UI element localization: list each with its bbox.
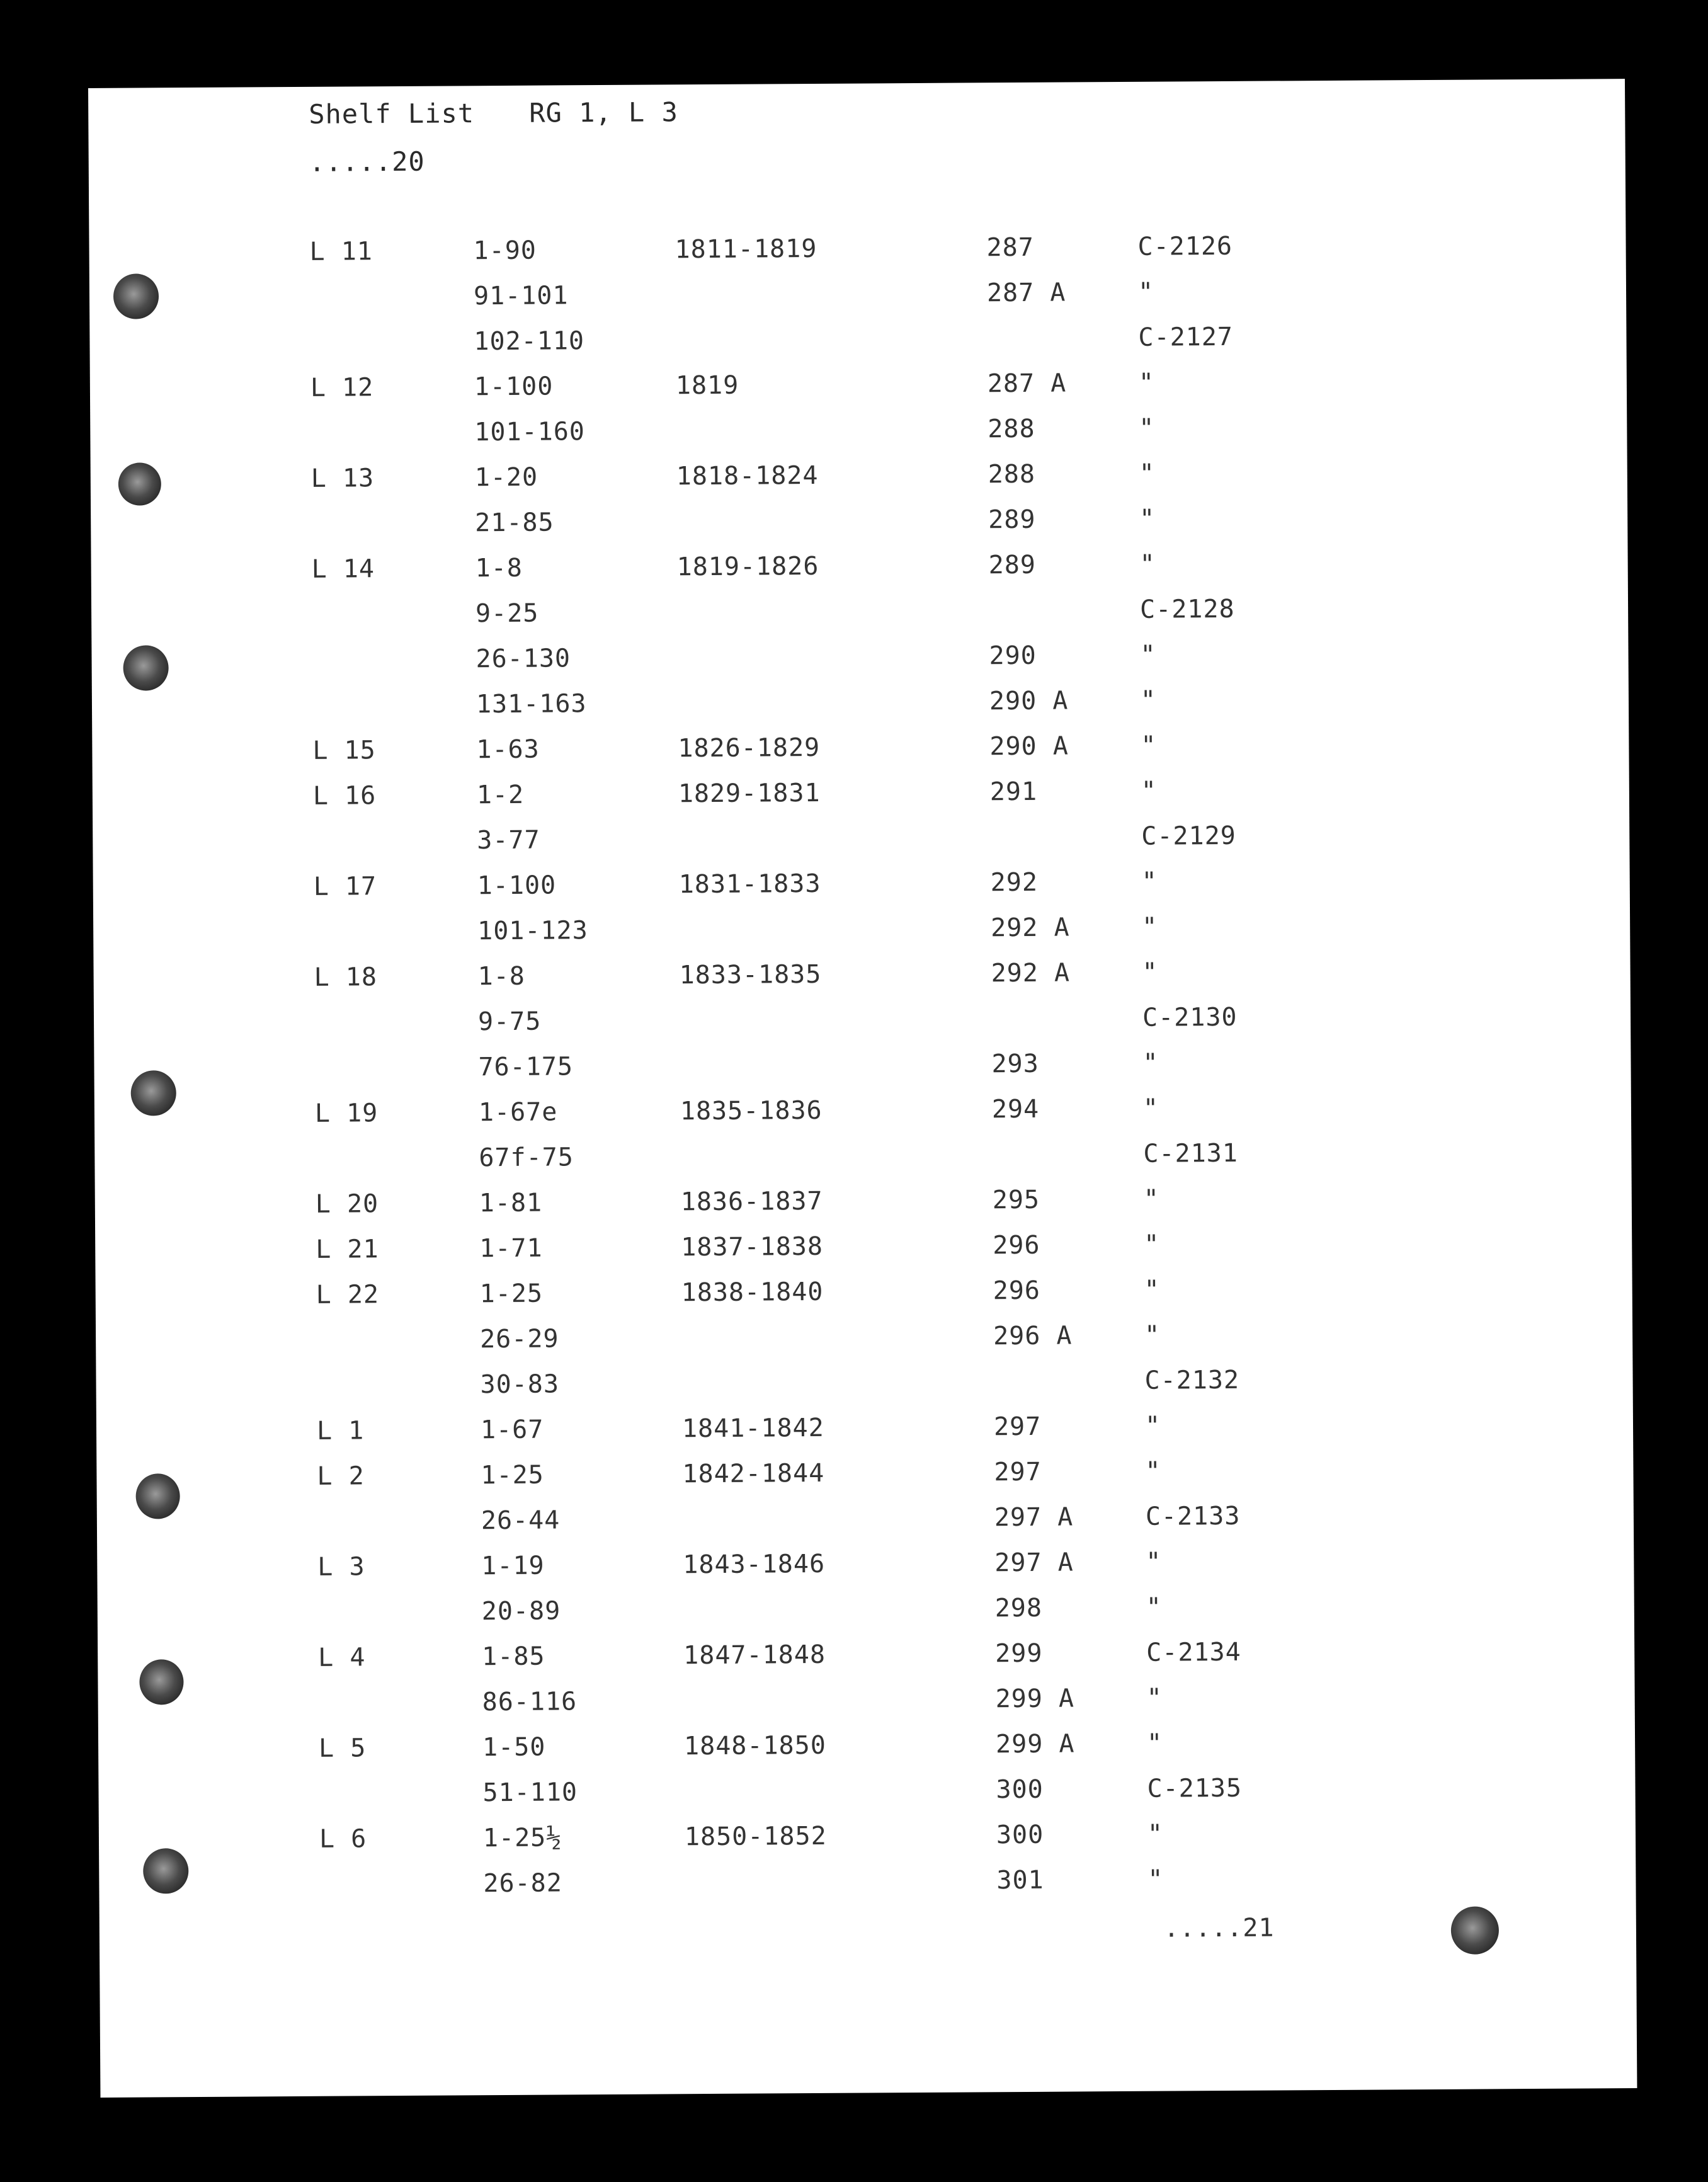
code-cell: " bbox=[1144, 1411, 1161, 1441]
code-cell: C-2130 bbox=[1142, 1002, 1238, 1032]
range-cell: 26-130 bbox=[475, 644, 571, 674]
code-cell: " bbox=[1146, 1547, 1162, 1577]
range-cell: 1-25 bbox=[479, 1279, 544, 1309]
range-cell: 1-19 bbox=[481, 1551, 545, 1581]
ref-cell: 299 A bbox=[995, 1684, 1075, 1714]
range-cell: 21-85 bbox=[475, 508, 554, 538]
range-cell: 1-100 bbox=[474, 372, 554, 402]
ref-cell: 288 bbox=[988, 459, 1036, 489]
range-cell: 51-110 bbox=[482, 1778, 578, 1808]
box-cell: L 16 bbox=[312, 781, 377, 811]
years-cell: 1819 bbox=[675, 370, 739, 401]
range-cell: 1-90 bbox=[473, 236, 537, 266]
box-cell: L 17 bbox=[313, 872, 377, 901]
box-cell: L 4 bbox=[318, 1643, 366, 1672]
years-cell: 1838-1840 bbox=[681, 1277, 824, 1308]
ref-cell: 297 A bbox=[994, 1548, 1074, 1578]
code-cell: C-2129 bbox=[1141, 821, 1236, 851]
code-cell: " bbox=[1139, 413, 1155, 443]
next-page-ref: .....21 bbox=[1163, 1913, 1275, 1943]
range-cell: 1-71 bbox=[479, 1233, 543, 1264]
table-row bbox=[99, 1863, 1636, 1917]
code-cell: " bbox=[1146, 1683, 1163, 1713]
box-cell: L 13 bbox=[310, 464, 375, 493]
code-cell: " bbox=[1142, 1094, 1159, 1123]
code-cell: " bbox=[1146, 1592, 1162, 1622]
years-cell: 1847-1848 bbox=[683, 1640, 826, 1671]
ref-cell: 287 A bbox=[986, 278, 1066, 308]
box-cell: L 18 bbox=[314, 962, 378, 992]
ref-cell: 297 bbox=[993, 1412, 1042, 1442]
punch-hole bbox=[1451, 1906, 1499, 1954]
paper-sheet bbox=[88, 79, 1637, 2098]
range-cell: 26-44 bbox=[481, 1505, 561, 1536]
code-cell: " bbox=[1145, 1456, 1161, 1486]
ref-cell: 288 bbox=[988, 414, 1035, 444]
ref-cell: 300 bbox=[996, 1774, 1044, 1805]
range-cell: 1-20 bbox=[474, 462, 538, 493]
code-cell: " bbox=[1144, 1230, 1160, 1259]
box-cell: L 11 bbox=[309, 237, 373, 266]
range-cell: 1-85 bbox=[482, 1642, 545, 1672]
range-cell: 76-175 bbox=[478, 1052, 574, 1082]
code-cell: " bbox=[1139, 549, 1156, 579]
range-cell: 1-63 bbox=[476, 734, 540, 765]
box-cell: L 20 bbox=[315, 1189, 379, 1219]
code-cell: C-2133 bbox=[1145, 1501, 1241, 1531]
range-cell: 9-25 bbox=[475, 598, 539, 629]
range-cell: 26-29 bbox=[480, 1324, 559, 1354]
code-cell: " bbox=[1139, 504, 1156, 534]
years-cell: 1848-1850 bbox=[683, 1730, 826, 1761]
range-cell: 102-110 bbox=[474, 326, 585, 357]
years-cell: 1837-1838 bbox=[681, 1231, 824, 1262]
ref-cell: 289 bbox=[988, 505, 1036, 535]
code-cell: " bbox=[1139, 459, 1156, 488]
range-cell: 1-100 bbox=[477, 871, 557, 901]
range-cell: 1-67e bbox=[478, 1097, 558, 1128]
box-cell: L 1 bbox=[316, 1416, 365, 1446]
years-cell: 1811-1819 bbox=[675, 234, 817, 265]
code-cell: " bbox=[1144, 1320, 1161, 1350]
code-cell: C-2131 bbox=[1143, 1138, 1239, 1168]
code-cell: C-2132 bbox=[1144, 1365, 1240, 1395]
range-cell: 1-81 bbox=[479, 1188, 543, 1218]
box-cell: L 12 bbox=[310, 373, 374, 403]
years-cell: 1842-1844 bbox=[682, 1458, 825, 1489]
ref-cell: 296 A bbox=[993, 1321, 1073, 1351]
range-cell: 101-123 bbox=[477, 916, 588, 946]
code-cell: C-2127 bbox=[1138, 322, 1234, 352]
code-cell: " bbox=[1141, 776, 1158, 806]
code-cell: " bbox=[1140, 685, 1157, 715]
years-cell: 1850-1852 bbox=[684, 1821, 827, 1852]
range-cell: 1-2 bbox=[476, 780, 525, 810]
ref-cell: 297 A bbox=[994, 1502, 1074, 1533]
ref-cell: 298 bbox=[994, 1593, 1043, 1623]
code-cell: " bbox=[1142, 912, 1158, 942]
code-cell: " bbox=[1140, 640, 1156, 670]
ref-cell: 297 bbox=[994, 1457, 1042, 1487]
code-cell: " bbox=[1144, 1275, 1160, 1305]
ref-cell: 300 bbox=[996, 1820, 1044, 1850]
years-cell: 1831-1833 bbox=[678, 869, 821, 900]
box-cell: L 22 bbox=[316, 1280, 380, 1310]
code-cell: " bbox=[1147, 1865, 1164, 1894]
years-cell: 1841-1842 bbox=[681, 1413, 824, 1444]
ref-cell: 287 bbox=[986, 232, 1034, 263]
range-cell: 131-163 bbox=[475, 689, 587, 719]
box-cell: L 5 bbox=[318, 1734, 367, 1763]
record-group: RG 1, L 3 bbox=[529, 96, 678, 129]
ref-cell: 296 bbox=[993, 1276, 1041, 1306]
ref-cell: 290 A bbox=[989, 731, 1069, 762]
range-cell: 101-160 bbox=[474, 417, 586, 447]
range-cell: 1-8 bbox=[477, 961, 526, 991]
range-cell: 1-25½ bbox=[482, 1823, 562, 1853]
ref-cell: 299 A bbox=[995, 1729, 1075, 1759]
code-cell: C-2126 bbox=[1137, 231, 1233, 261]
code-cell: " bbox=[1143, 1184, 1160, 1214]
ref-cell: 296 bbox=[993, 1230, 1040, 1260]
range-cell: 3-77 bbox=[477, 825, 540, 855]
range-cell: 86-116 bbox=[482, 1687, 578, 1717]
code-cell: C-2135 bbox=[1147, 1773, 1243, 1803]
code-cell: " bbox=[1142, 957, 1158, 987]
range-cell: 1-25 bbox=[481, 1460, 544, 1490]
ref-cell: 295 bbox=[992, 1185, 1040, 1215]
box-cell: L 2 bbox=[317, 1461, 365, 1491]
box-cell: L 6 bbox=[319, 1824, 367, 1854]
ref-cell: 292 bbox=[990, 867, 1039, 898]
ref-cell: 294 bbox=[991, 1094, 1040, 1124]
code-cell: C-2134 bbox=[1146, 1637, 1241, 1667]
years-cell: 1818-1824 bbox=[676, 460, 819, 491]
code-cell: " bbox=[1137, 277, 1154, 307]
code-cell: " bbox=[1141, 867, 1158, 896]
list-title: Shelf List bbox=[309, 98, 475, 130]
ref-cell: 301 bbox=[996, 1865, 1044, 1895]
code-cell: " bbox=[1147, 1819, 1164, 1849]
years-cell: 1819-1826 bbox=[676, 551, 819, 582]
code-cell: " bbox=[1142, 1048, 1159, 1078]
years-cell: 1836-1837 bbox=[680, 1186, 823, 1217]
range-cell: 91-101 bbox=[473, 281, 569, 311]
years-cell: 1826-1829 bbox=[678, 733, 821, 763]
ref-cell: 290 A bbox=[989, 686, 1069, 716]
code-cell: " bbox=[1141, 731, 1157, 760]
box-cell: L 21 bbox=[316, 1235, 379, 1264]
years-cell: 1829-1831 bbox=[678, 778, 821, 809]
box-cell: L 15 bbox=[312, 736, 376, 765]
ref-cell: 292 A bbox=[991, 913, 1070, 943]
range-cell: 9-75 bbox=[477, 1007, 542, 1037]
years-cell: 1835-1836 bbox=[680, 1095, 823, 1126]
range-cell: 1-8 bbox=[475, 553, 523, 583]
box-cell: L 14 bbox=[311, 554, 375, 584]
range-cell: 26-82 bbox=[483, 1868, 562, 1899]
code-cell: " bbox=[1138, 368, 1155, 397]
ref-cell: 299 bbox=[995, 1638, 1043, 1669]
years-cell: 1843-1846 bbox=[683, 1549, 826, 1580]
range-cell: 1-67 bbox=[480, 1415, 544, 1445]
code-cell: " bbox=[1146, 1728, 1163, 1758]
years-cell: 1833-1835 bbox=[679, 959, 822, 990]
ref-cell: 292 A bbox=[991, 958, 1071, 988]
previous-page-ref: .....20 bbox=[309, 146, 425, 178]
box-cell: L 3 bbox=[317, 1552, 365, 1582]
range-cell: 20-89 bbox=[481, 1596, 561, 1626]
code-cell: C-2128 bbox=[1139, 594, 1235, 624]
box-cell: L 19 bbox=[314, 1099, 379, 1128]
range-cell: 1-50 bbox=[482, 1732, 546, 1762]
range-cell: 30-83 bbox=[480, 1369, 560, 1400]
range-cell: 67f-75 bbox=[479, 1143, 574, 1173]
ref-cell: 289 bbox=[988, 550, 1037, 580]
ref-cell: 290 bbox=[989, 641, 1037, 671]
ref-cell: 287 A bbox=[987, 368, 1067, 399]
ref-cell: 293 bbox=[991, 1049, 1039, 1079]
ref-cell: 291 bbox=[989, 777, 1038, 807]
